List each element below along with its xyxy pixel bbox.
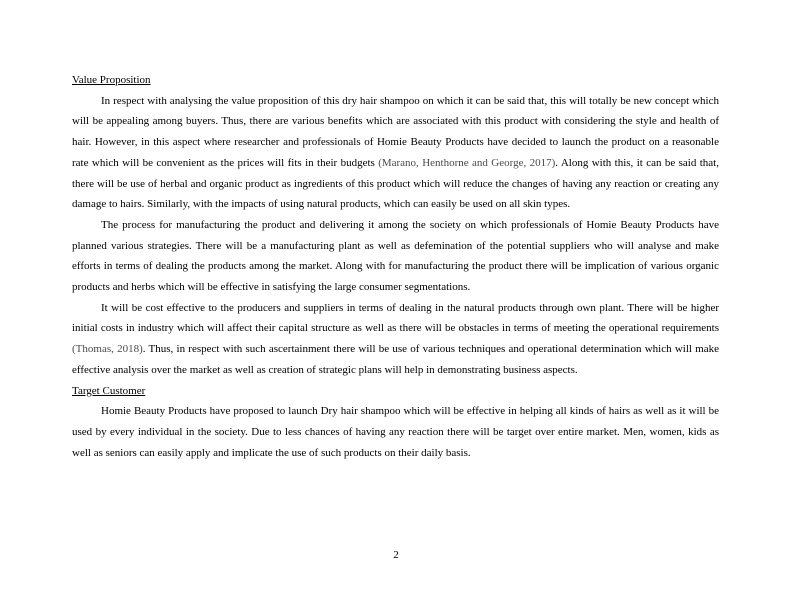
paragraph-text: . Along with this, it can be said that, there will be use of herbal and organic product as ingredients of this product which will reduce the changes of having any reaction or creating any damage to hairs. Similarly, with the impacts of using natural products, which can easily be used on all skin types. [72,156,719,211]
value-proposition-paragraph-2: The process for manufacturing the product and delivering it among the society on which professionals of Homie Beauty Products have planned various strategies. There will be a manufacturing plant as well as defemination of the potential suppliers who will analyse and make efforts in terms of dealing the products among the market. Along with for manufacturing the product there will be implication of various organic products and herbs which will be effective in satisfying the large consumer segmentations. [72,218,719,294]
paragraph-text: . Thus, in respect with such ascertainment there will be use of various techniques and operational determination which will make effective analysis over the market as well as creation of strategic plans will help in demonstrating business aspects. [72,343,719,376]
paragraph-text: It will be cost effective to the producers and suppliers in terms of dealing in the natural products through own plant. There will be higher initial costs in industry which will affect their capital structure as well as there will be obstacles in terms of meeting the operational requirements [72,301,719,335]
value-proposition-paragraph-1 [72,91,719,215]
citation-thomas-2018: (Thomas, 2018) [72,343,143,356]
value-proposition-heading: Value Proposition [72,74,151,86]
document-body [72,70,719,463]
target-customer-paragraph-1: Homie Beauty Products have proposed to launch Dry hair shampoo which will be effective in helping all kinds of hairs as well as it will be used by every individual in the society. Due to less chances of having any reaction there will be target over entire market. Men, women, kids as well as seniors can easily apply and implicate the use of such products on their daily basis. [72,405,719,459]
citation-marano-2017: (Marano, Henthorne and George, 2017) [378,156,556,169]
value-proposition-paragraph-3 [72,298,719,381]
target-customer-heading: Target Customer [72,384,146,397]
page-number: 2 [393,549,399,561]
paragraph-text: In respect with analysing the value proposition of this dry hair shampoo on which it can be said that, this will totally be new concept which will be appealing among buyers. Thus, there are various benefits which are associated with this product with considering the style and health of hair. However, in this aspect where researcher and professionals of Homie Beauty Products have decided to launch the product on a reasonable rate which will be convenient as the prices will fits in their budgets [72,94,719,169]
